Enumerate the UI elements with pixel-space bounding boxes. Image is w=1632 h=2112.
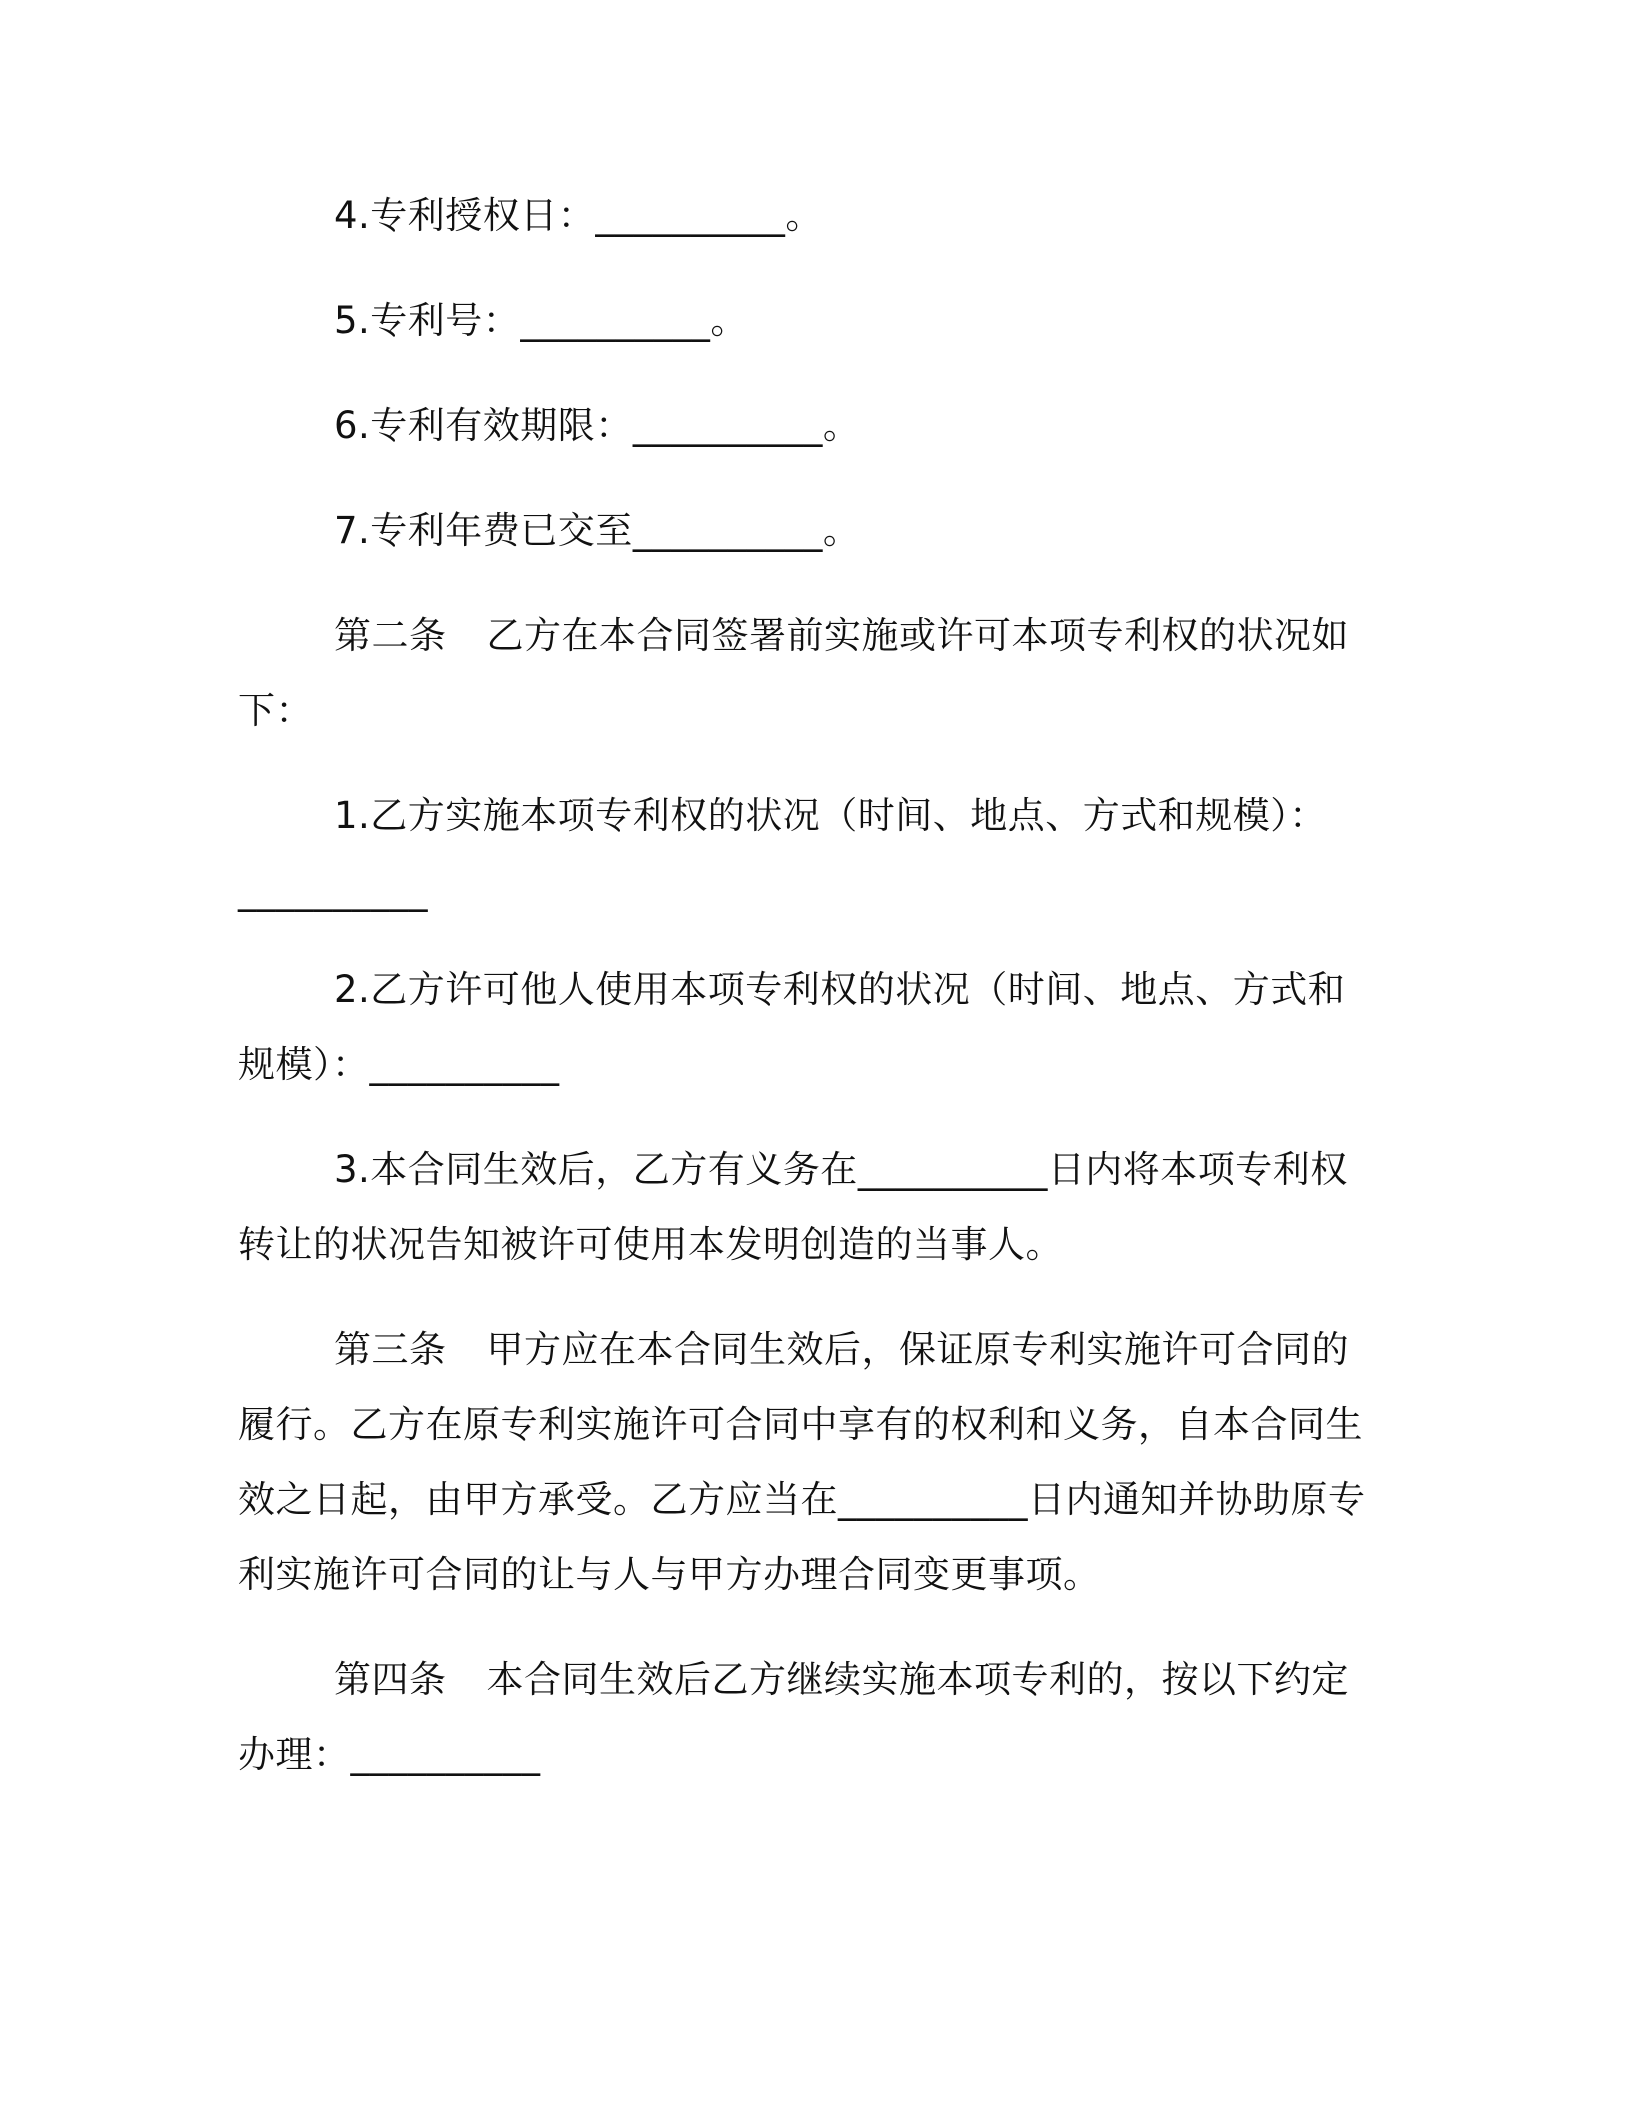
blank-field[interactable]: __________ bbox=[350, 1733, 541, 1776]
blank-field[interactable]: __________ bbox=[838, 1478, 1028, 1521]
blank-field[interactable]: __________ bbox=[369, 1043, 560, 1086]
article-2 bbox=[238, 598, 1370, 748]
article-text: 乙方在本合同签署前实施或许可本项专利权的状况如下： bbox=[238, 614, 1349, 732]
article-heading: 第四条 bbox=[334, 1658, 447, 1701]
contract-body bbox=[238, 178, 1370, 1822]
article-2-item-3: 3.本合同生效后，乙方有义务在__________日内将本项专利权转让的状况告知被许可使用本发明创造的当事人。 bbox=[238, 1148, 1348, 1266]
blank-field[interactable]: __________ bbox=[520, 299, 711, 342]
blank-field[interactable]: __________ bbox=[238, 869, 428, 912]
article-heading: 第二条 bbox=[334, 614, 447, 657]
item-validity-period: 6.专利有效期限：__________。 bbox=[334, 404, 861, 447]
blank-field[interactable]: __________ bbox=[595, 194, 786, 237]
article-2-item-2: 2.乙方许可他人使用本项专利权的状况（时间、地点、方式和规模）：__________ bbox=[238, 968, 1346, 1086]
article-heading: 第三条 bbox=[334, 1328, 447, 1371]
article-2-item-1: 1.乙方实施本项专利权的状况（时间、地点、方式和规模）：__________ bbox=[238, 794, 1327, 912]
article-4: 第四条 本合同生效后乙方继续实施本项专利的，按以下约定办理：__________ bbox=[238, 1658, 1349, 1776]
item-patent-number: 5.专利号：__________。 bbox=[334, 299, 748, 342]
blank-field[interactable]: __________ bbox=[857, 1148, 1048, 1191]
blank-field[interactable]: __________ bbox=[632, 404, 823, 447]
article-3: 第三条 甲方应在本合同生效后，保证原专利实施许可合同的履行。乙方在原专利实施许可合同中享有的权利和义务，自本合同生效之日起，由甲方承受。乙方应当在__________日内通知并协助原专利实施许可合同的让与人与甲方办理合同变更事项。 bbox=[238, 1328, 1366, 1596]
item-annual-fee: 7.专利年费已交至__________。 bbox=[334, 509, 861, 552]
blank-field[interactable]: __________ bbox=[632, 509, 823, 552]
item-grant-date: 4.专利授权日：__________。 bbox=[334, 194, 823, 237]
